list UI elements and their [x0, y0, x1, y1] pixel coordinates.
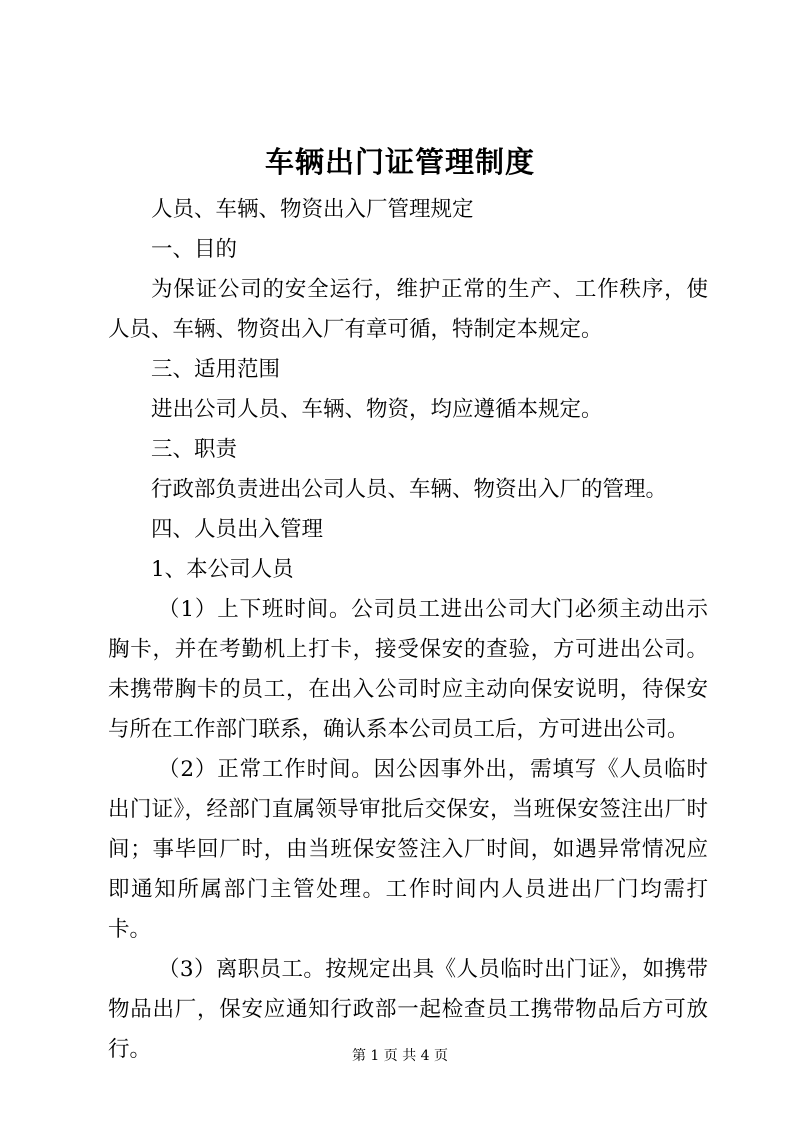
section-heading-personnel: 四、人员出入管理 [151, 517, 324, 542]
subsection-heading-company-staff: 1、本公司人员 [151, 557, 294, 582]
paragraph-work-hours: （1）上下班时间。公司员工进出公司大门必须主动出示胸卡，并在考勤机上打卡，接受保安的查验，方可进出公司。未携带胸卡的员工，在出入公司时应主动向保安说明，待保安与所在工作部门联系，确认系本公司员工后，方可进出公司。 [108, 597, 708, 742]
document-body [108, 190, 708, 1070]
paragraph-purpose: 为保证公司的安全运行，维护正常的生产、工作秩序，使人员、车辆、物资出入厂有章可循，特制定本规定。 [108, 277, 708, 342]
paragraph-heading-regulation: 人员、车辆、物资出入厂管理规定 [151, 197, 474, 222]
section-heading-scope: 三、适用范围 [151, 357, 281, 382]
section-heading-purpose: 一、目的 [151, 237, 238, 262]
document-title: 车辆出门证管理制度 [264, 145, 535, 179]
paragraph-scope: 进出公司人员、车辆、物资，均应遵循本规定。 [151, 397, 603, 422]
section-heading-duties: 三、职责 [151, 437, 238, 462]
paragraph-departing-staff: （3）离职员工。按规定出具《人员临时出门证》，如携带物品出厂，保安应通知行政部一起检查员工携带物品后方可放行。 [108, 957, 708, 1062]
paragraph-normal-working-time: （2）正常工作时间。因公因事外出，需填写《人员临时出门证》，经部门直属领导审批后交保安，当班保安签注出厂时间；事毕回厂时，由当班保安签注入厂时间，如遇异常情况应即通知所属部门主管处理。工作时间内人员进出厂门均需打卡。 [108, 757, 708, 942]
page-footer: 第 1 页 共 4 页 [351, 1048, 449, 1064]
paragraph-duties: 行政部负责进出公司人员、车辆、物资出入厂的管理。 [151, 477, 668, 502]
